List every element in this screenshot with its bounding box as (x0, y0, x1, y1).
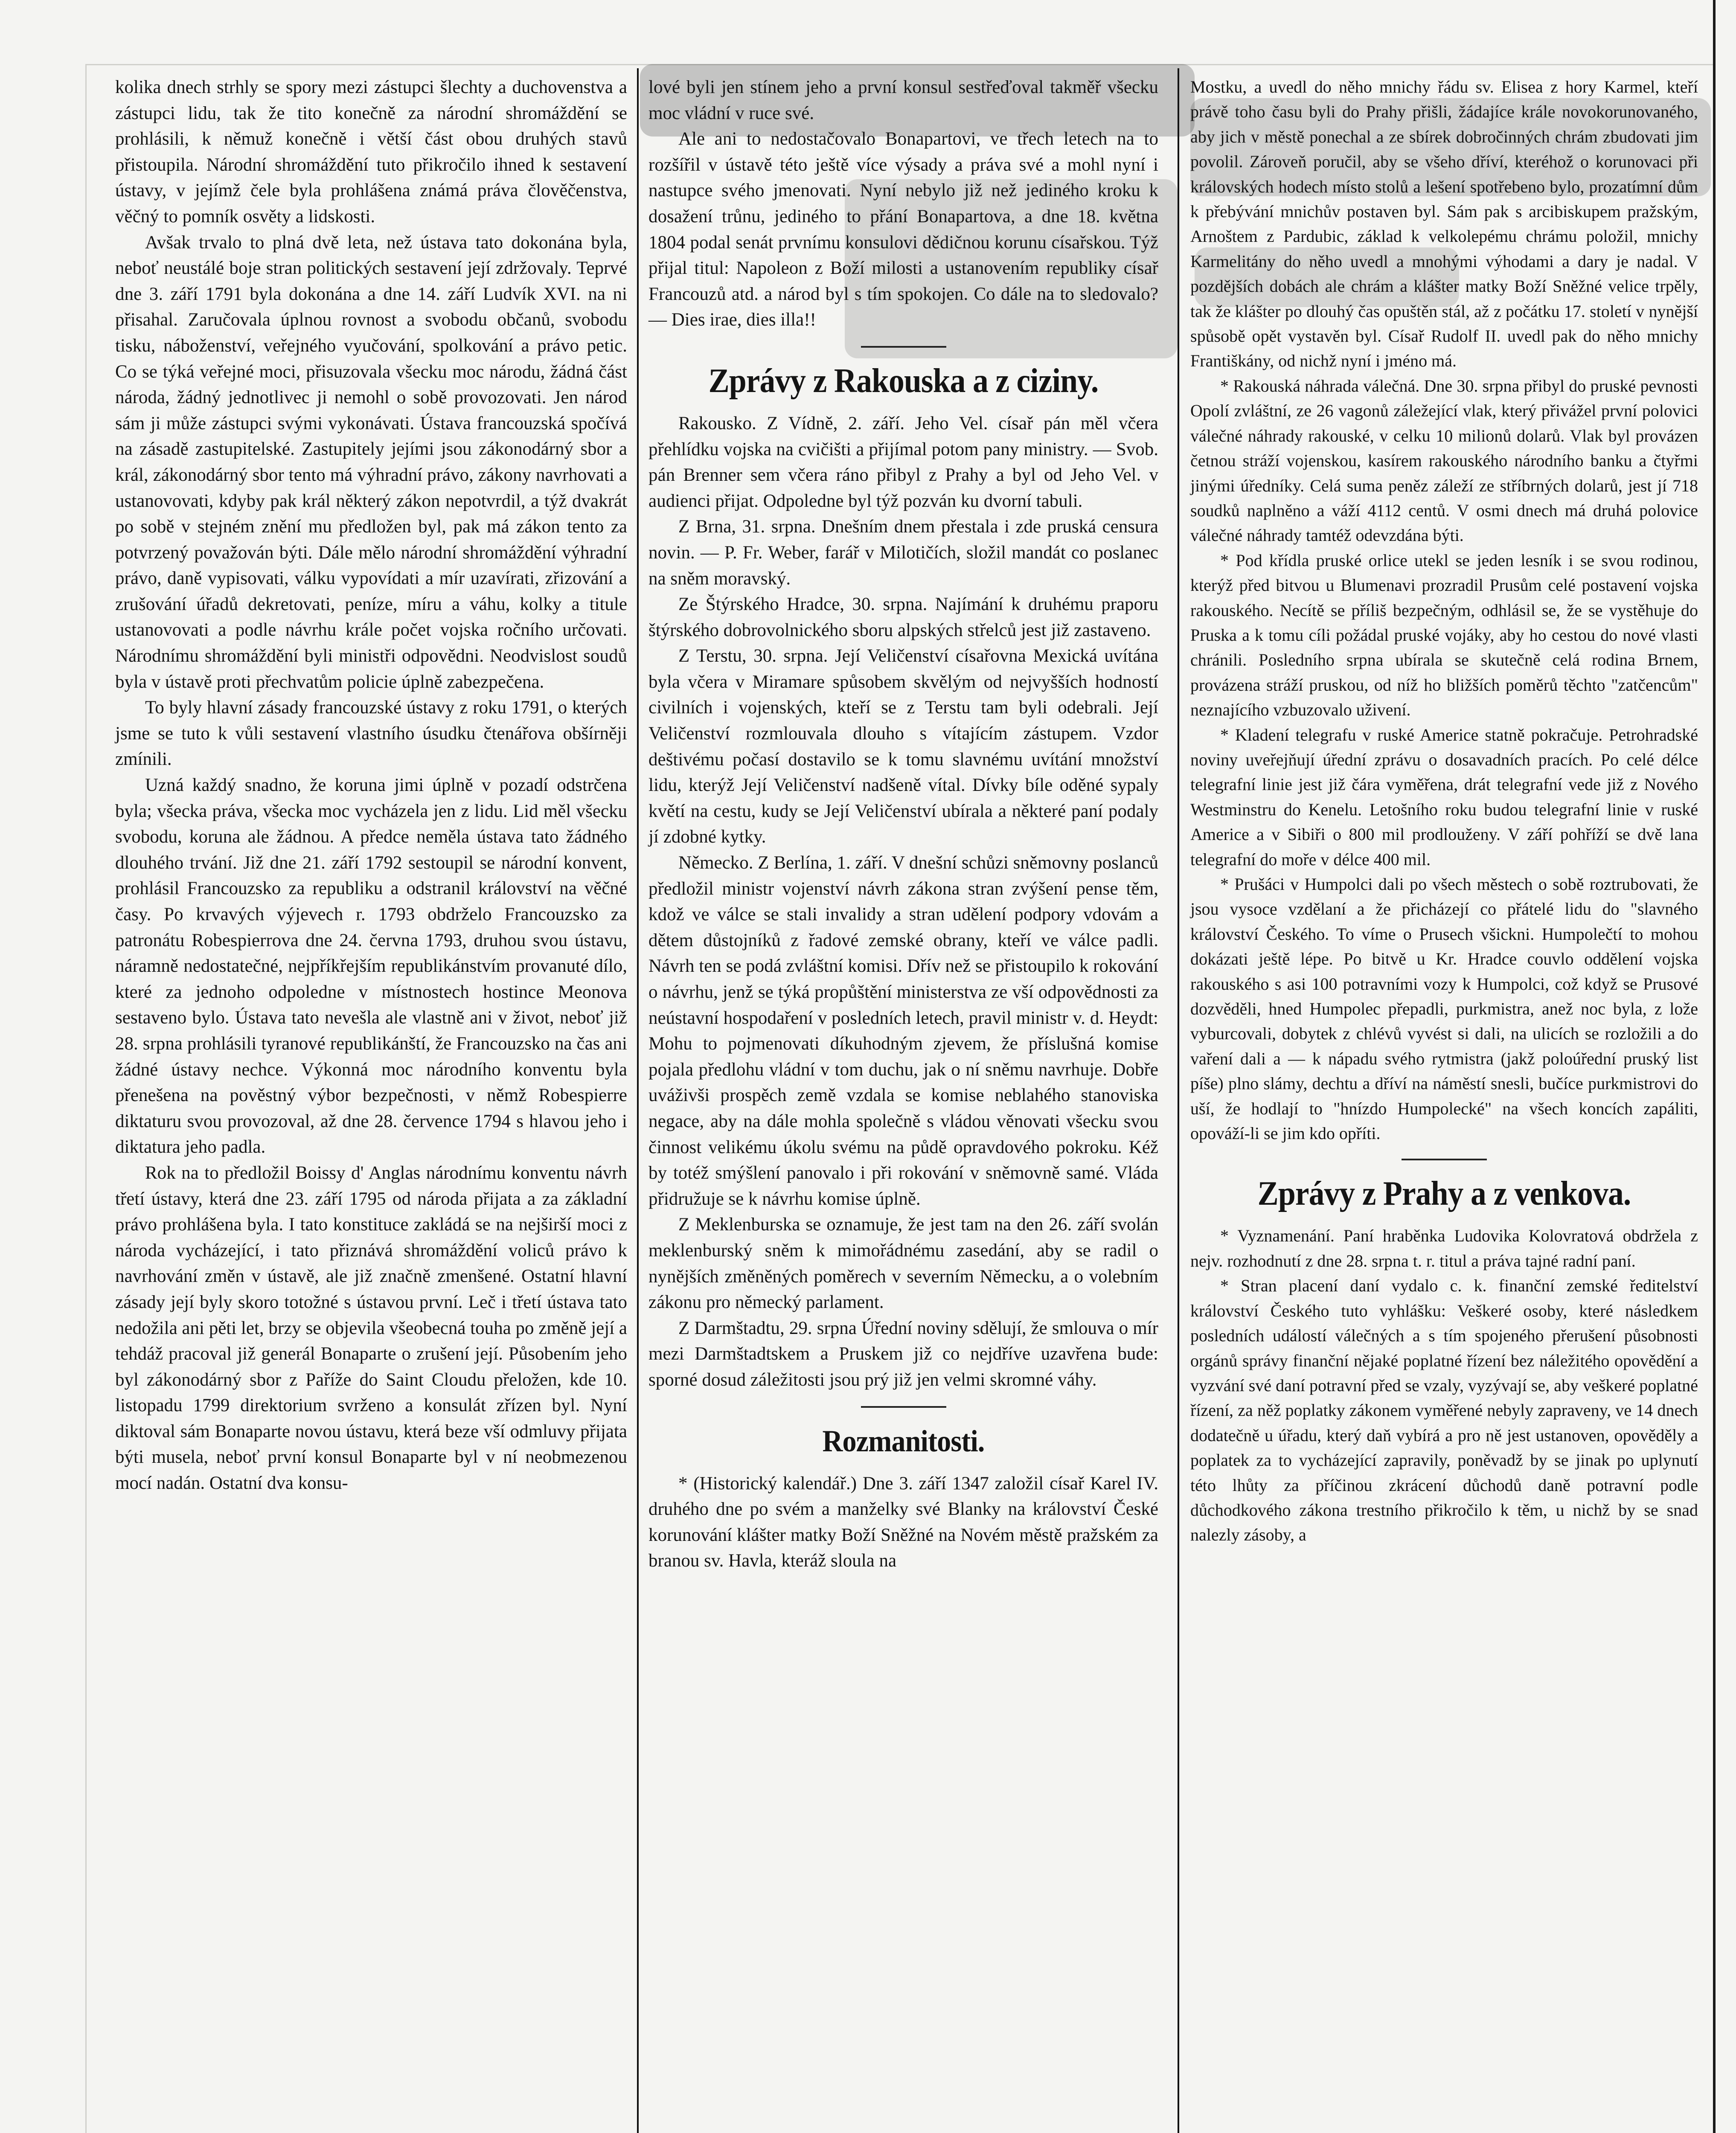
news-item: Rakousko. Z Vídně, 2. září. Jeho Vel. císař pán měl včera přehlídku vojska na cvičišti a přijímal potom pany ministry. — Svob. pán Brenner sem včera ráno přibyl z Prahy a byl od Jeho Vel. v audienci přijat. Odpoledne byl týž pozván ku dvorní tabuli. (648, 413, 1158, 511)
news-item: * Prušáci v Humpolci dali po všech městech o sobě roztrubovati, že jsou vysoce vzdělaní a že přicházejí co přátelé lidu do "slavného království Českého. To víme o Prusech všickni. Humpolečtí to mohou dokázati ještě lépe. Po bitvě u Kr. Hradce couvlo oddělení vojska rakouského s asi 100 potravními vozy k Humpolci, což když se Prusové dozvěděli, hned Humpolec přepadli, purkmistra, anež noc byla, z lože vyburcovali, dobytek z chlévů vyvést si dali, na ulicích se rozložili a do vaření dali a — k nápadu svého rytmistra (jakž poloúřední pruský list píše) plno slámy, dechtu a dříví na náměstí snesli, bučíce purkmistrovi do uší, že hodlají to "hnízdo Humpolecké" na všech koncích zapáliti, opováží-li se jim kdo opříti. (1190, 875, 1698, 1143)
paragraph: Rok na to předložil Boissy d' Anglas národnímu konventu návrh třetí ústavy, která dne 23. září 1795 od národa přijata a za základní právo prohlášena byla. I tato konstituce zakládá se na nejširší moci z národa vycházející, i tato přiznává shromáždění voliců právo k navrhování změn v ústavě, ale již značně zmenšené. Ostatní hlavní zásady její byly skoro totožné s ústavou první. Leč i třetí ústava tato nedožila ani pěti let, brzy se objevila všeobecná touha po změně její a tehdáž pracoval již generál Bonaparte o zrušení její. Působením jeho byl zákonodárný sbor z Paříže do Saint Cloudu přeložen, kde 10. listopadu 1799 direktorium svrženo a konsulát zřízen byl. Nyní diktoval sám Bonaparte novou ústavu, která beze vší odmluvy přijata býti musela, neboť první konsul Bonaparte byl v ní neobmezenou mocí nadán. Ostatní dva konsu- (115, 1162, 627, 1494)
paragraph: lové byli jen stínem jeho a první konsul sestřeďoval takměř všecku moc vládní v ruce své. (648, 77, 1158, 123)
paragraph: Uzná každý snadno, že koruna jimi úplně v pozadí odstrčena byla; všecka práva, všecka moc vycházela jen z lidu. Lid měl všecku svobodu, koruna ale žádnou. A předce neměla ústava tato žádného dlouhého trvání. Již dne 21. září 1792 sestoupil se národní konvent, prohlásil Francouzsko za republiku a odstranil království na věčné časy. Po krvavých výjevech r. 1793 obdrželo Francouzsko za patronátu Robespierrova dne 24. června 1793, druhou svou ústavu, náramně nedostatečné, nejpříkřejším republikánstvím provanuté dílo, které za jednoho odpoledne v místnostech hostince Meonova sestaveno bylo. Ústava tato nevešla ale vlastně ani v život, neboť již 28. srpna prohlásili tyranové republikánští, že Francouzsko na čas ani žádné ústavy nechce. Výkonná moc národního konventu byla přenešena na pověstný výbor bezpečnosti, v němž Robespierre diktaturu svou provozoval, až dne 28. července 1794 s hlavou jeho i diktatura jeho padla. (115, 775, 627, 1157)
column-3 (1190, 75, 1698, 1548)
page-edge (1713, 0, 1716, 2133)
separator (861, 1406, 946, 1408)
news-item: Z Meklenburska se oznamuje, že jest tam na den 26. září svolán meklenburský sněm k mimořádnému zasedání, aby se radil o nynějších změněných poměrech v severním Německu, a o volebním zákonu pro německý parlament. (648, 1215, 1158, 1313)
news-item: * Pod křídla pruské orlice utekl se jeden lesník i se svou rodinou, kterýž před bitvou u Blumenavi prozradil Prusům celé postavení vojska rakouského. Necítě se příliš bezpečným, odhlásil se, že se vystěhuje do Pruska a k tomu cíli požádal pruské vojáky, aby ho cestou do nové vlasti chránili. Posledního srpna ubírala se skutečně celá rodina Brnem, provázena stráží pruskou, od níž ho bližších poměrů těchto "zatčencům" neznajícího vzbuzovalo uživení. (1190, 550, 1698, 720)
paragraph: Mostku, a uvedl do něho mnichy řádu sv. Elisea z hory Karmel, kteří právě toho času byli do Prahy přišli, žádajíce krále novokorunovaného, aby jich v městě ponechal a ze sbírek dobročinných chrám zbudovati jim povolil. Zároveň poručil, aby se všeho dříví, kteréhož o korunovaci při královských hodech místo stolů a lešení spotřebeno bylo, prozatímní dům k přebývání mnichův postaven byl. Sám pak s arcibiskupem pražským, Arnoštem z Pardubic, základ k velkolepému chrámu položil, mnichy Karmelitány do něho uvedl a mnohými výhodami a dary je nadal. V pozdějších dobách ale chrám a klášter matky Boží Sněžné velice trpěly, tak že klášter po dlouhý čas opuštěn stál, až z počátku 17. století v nynější spůsobě opět vystavěn byl. Císař Rudolf II. uvedl pak do něho mnichy Františkány, od nichž nyní i jméno má. (1190, 77, 1698, 371)
column-rule-1 (637, 68, 639, 2133)
section-heading-miscellany: Rozmanitosti. (822, 1424, 985, 1458)
news-item: * Rakouská náhrada válečná. Dne 30. srpna přibyl do pruské pevnosti Opolí zvláštní, ze 26 vagonů záležející vlak, který přivážel první polovici válečné náhrady rakouské, v celku 10 milionů dolarů. Vlak byl provázen četnou stráží vojenskou, kasírem rakouského národního banku a čtyřmi jinými úředníky. Celá suma peněz záleží ze stříbrných dolarů, jest jí 718 soudků naplněno a váží 4112 centů. V osmi dnech má druhá polovice válečné náhrady tamtéž odevzdána býti. (1190, 376, 1698, 545)
column-2 (648, 75, 1158, 1574)
news-item: Německo. Z Berlína, 1. září. V dnešní schůzi sněmovny poslanců předložil ministr vojenství návrh zákona stran zvýšení pense těm, kdož ve válce se stali invalidy a stran udělení podpory vdovám a dětem důstojníků z řadové zemské obrany, kteří ve válce padli. Návrh ten se podá zvláštní komisi. Dřív než se přistoupilo k rokování o návrhu, jenž se týká propůštění ministerstva ze vší odpovědnosti za neústavní hospodaření v posledních letech, pravil ministr v. d. Heydt: Mohu to pojmenovati díkuhodným zjevem, že příslušná komise pojala předlohu vládní v tom duchu, jak o ní sněmu navrhuje. Dobře uváživši prospěch země vzdala se komise neblahého stanoviska negace, aby na dále mohla společně s vládou věnovati všecku svou činnost velikému úkolu svému na půdě opravdového pokroku. Kéž by totéž smýšlení panovalo i při rokování v sněmovně samé. Vláda přidružuje se k návrhu komise úplně. (648, 853, 1158, 1209)
news-item: Z Terstu, 30. srpna. Její Veličenství císařovna Mexická uvítána byla včera v Miramare spůsobem skvělým od nejvyšších hodností civilních i vojenských, kteří se z Terstu tam byli odebrali. Její Veličenství rozmlouvala dlouho s vítajícím zástupem. Vzdor deštivému počasí dostavilo se k tomu slavnému uvítání množství lidu, kterýž Její Veličenství nadšeně vítal. Dívky bíle oděné sypaly květí na cestu, kudy se Její Veličenství ubírala a některé paní podaly jí zdobné kytky. (648, 646, 1158, 847)
column-1 (115, 75, 627, 1497)
news-item: * (Historický kalendář.) Dne 3. září 1347 založil císař Karel IV. druhého dne po svém a manželky své Blanky na království České korunování klášter matky Boží Sněžné na Novém městě pražském za branou sv. Havla, kteráž sloula na (648, 1473, 1158, 1571)
column-rule-2 (1178, 68, 1179, 2133)
paragraph: kolika dnech strhly se spory mezi zástupci šlechty a duchovenstva a zástupci lidu, tak že tito konečně za národní shromáždění se prohlásili, k němuž konečně i větší část obou druhých stavů přistoupila. Národní shromáždění tuto přikročilo ihned k sestavení ústavy, v jejímž čele byla prohlášena známá práva člověčenstva, věčný to pomník osvěty a lidskosti. (115, 77, 627, 227)
news-item: * Vyznamenání. Paní hraběnka Ludovika Kolovratová obdržela z nejv. rozhodnutí z dne 28. srpna t. r. titul a práva tajné radní paní. (1190, 1226, 1698, 1270)
section-heading-foreign-news: Zprávy z Rakouska a z ciziny. (708, 362, 1099, 400)
news-item: Ze Štýrského Hradce, 30. srpna. Najímání k druhému praporu štýrského dobrovolnického sboru alpských střelců jest již zastaveno. (648, 594, 1158, 640)
section-heading-local-news: Zprávy z Prahy a z venkova. (1257, 1175, 1631, 1213)
paragraph: Ale ani to nedostačovalo Bonapartovi, ve třech letech na to rozšířil v ústavě této ještě více výsady a práva své a mohl nyní i nastupce svého jmenovati. Nyní nebylo již než jediného kroku k dosažení trůnu, jediného to přání Bonapartova, a dne 18. května 1804 podal senát prvnímu konsulovi dědičnou korunu císařskou. Týž přijal titul: Napoleon z Boží milosti a ustanovením republiky císař Francouzů atd. a národ byl s tím spokojen. Co dále na to sledovalo? — Dies irae, dies illa!! (648, 129, 1158, 330)
separator (861, 346, 946, 348)
separator (1402, 1159, 1487, 1160)
news-item: * Kladení telegrafu v ruské Americe statně pokračuje. Petrohradské noviny uveřejňují úřední zprávu o dosavadních pracích. Po celé délce telegrafní linie jest již čára vyměřena, drát telegrafní vede již z Nového Westminstru do Kenelu. Letošního roku budou telegrafní linie v ruské Americe a v Sibiři o 800 mil prodlouženy. V září pohříží se dvě lana telegrafní do moře v délce 400 mil. (1190, 725, 1698, 869)
news-item: Z Brna, 31. srpna. Dnešním dnem přestala i zde pruská censura novin. — P. Fr. Weber, farář v Milotičích, složil mandát co poslanec na sněm moravský. (648, 517, 1158, 589)
news-item: Z Darmštadtu, 29. srpna Úřední noviny sdělují, že smlouva o mír mezi Darmštadtskem a Pruskem již co nejdříve uzavřena bude: sporné dosud záležitosti jsou prý již jen velmi skromné váhy. (648, 1318, 1158, 1390)
news-item: * Stran placení daní vydalo c. k. finanční zemské ředitelství království Českého tuto vyhlášku: Veškeré osoby, které následkem posledních událostí válečných a s tím spojeného přerušení působnosti orgánů správy finanční nějaké poplatné řízení bez náležitého opovědění a vyzvání své daní potravní před se vzaly, vyzývají se, aby veškeré poplatné řízení, za něž poplatky zákonem vyměřené nebyly zapraveny, ve 14 dnech dodatečně u úřadu, který daň vybírá a pro ně jest ustanoven, opověděly a poplatek za to vycházející zapravily, poněvadž by se jinak po uplynutí této lhůty za příčinou zkrácení důchodů daně potravní podle důchodkového zákona trestního přikročilo k těm, u nichž by se snad nalezly zásoby, a (1190, 1276, 1698, 1545)
paragraph: Avšak trvalo to plná dvě leta, než ústava tato dokonána byla, neboť neustálé boje stran politických sestavení její zdržovaly. Teprvé dne 3. září 1791 byla dokonána a dne 14. září Ludvík XVI. na ni přisahal. Zaručovala úplnou rovnost a svobodu občanů, svobodu tisku, náboženství, veřejného vyučování, spolkování a právo petic. Co se týká veřejné moci, přisuzovala všecku moc národu, žádná část národa, žádný jednotlivec ji nemohl o sobě provozovati. Jen národ sám ji může zástupci svými vykonávati. Ústava francouzská spočívá na zásadě zastupitelské. Zastupitely jejími jsou zákonodárný sbor a král, zákonodárný sbor tento má výhradní právo, zákony navrhovati a ustanovovati, kdyby pak král některý zákon nepotvrdil, a týž dvakrát po sobě v stejném znění mu předložen byl, pak má zákon tento za potvrzený považován býti. Dále mělo národní shromáždění výhradní právo, daně vypisovati, válku vypovídati a mír uzavírati, zřizování a zrušování úřadů dekretovati, peníze, míru a váhu, kolky a titule ustanovovati a podle návrhu krále počet vojska ročního určovati. Národnímu shromáždění byli ministři odpovědni. Neodvislost soudů byla v ústavě proti přechvatům policie úplně zabezpečena. (115, 232, 627, 692)
paragraph: To byly hlavní zásady francouzské ústavy z roku 1791, o kterých jsme se tuto k vůli sestavení vlastního úsudku čtenářova obšírněji zmínili. (115, 697, 627, 770)
